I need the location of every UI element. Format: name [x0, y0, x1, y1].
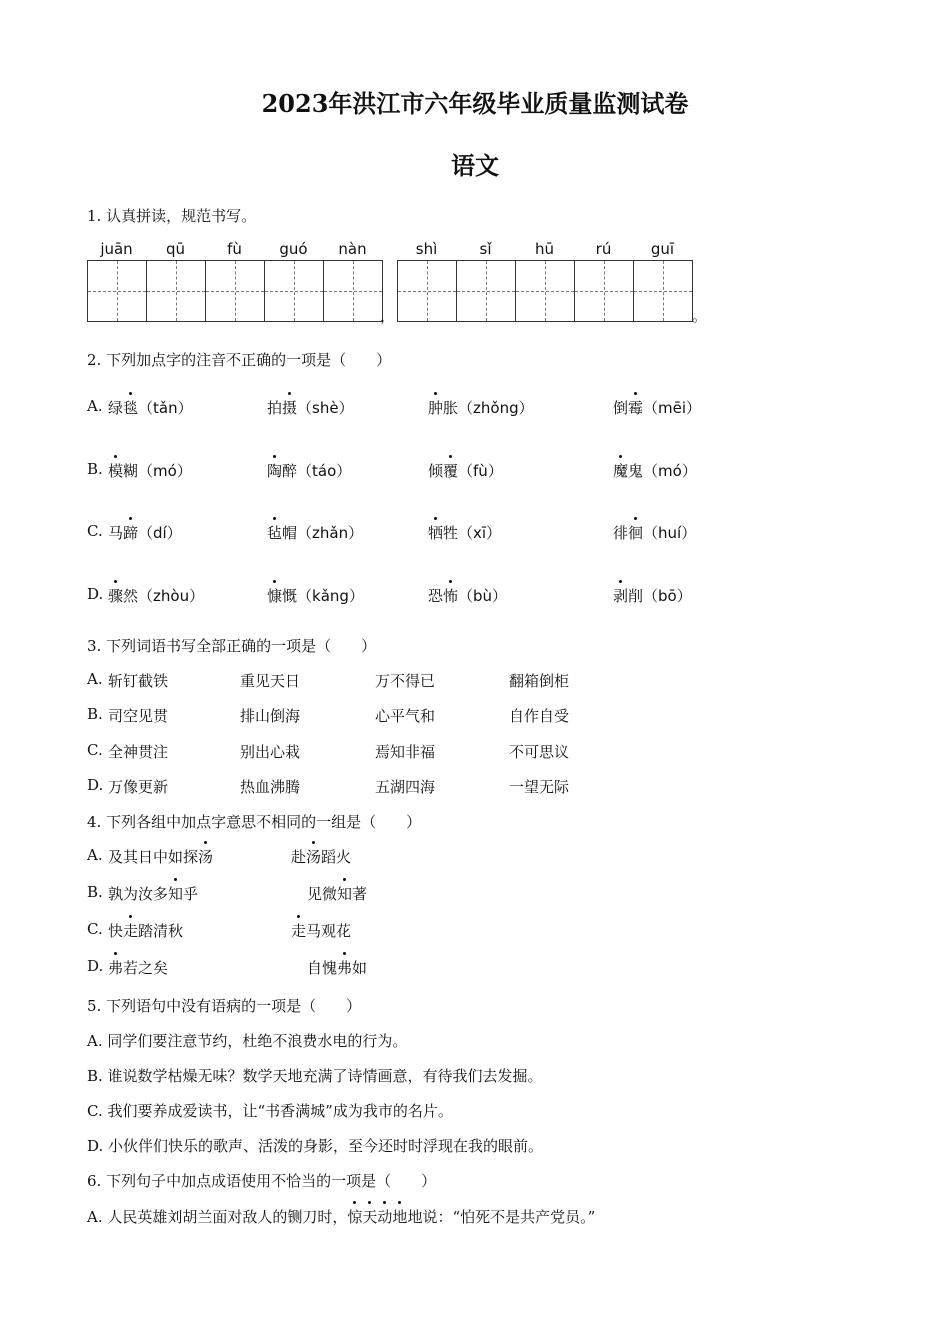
pinyin: shì: [415, 240, 438, 258]
pinyin-item: [267, 397, 354, 418]
tianzige-cell[interactable]: [206, 261, 265, 321]
option-label: C.: [87, 920, 103, 938]
question-3-stem: 3. 下列词语书写全部正确的一项是（ ）: [87, 637, 377, 655]
word-part: 慨: [282, 587, 298, 605]
word-part: 快: [108, 922, 124, 940]
tianzige-cell[interactable]: [457, 261, 516, 321]
word-part: 恐: [428, 587, 444, 605]
pinyin-item: [428, 460, 503, 481]
word-part: 若之矣: [123, 959, 169, 977]
option-label: B.: [87, 705, 103, 723]
question-5-stem: 5. 下列语句中没有语病的一项是（ ）: [87, 997, 362, 1015]
dotted-char: 摄: [282, 399, 298, 417]
pinyin: fù: [227, 240, 242, 258]
option-label: A.: [87, 670, 103, 688]
pinyin: juān: [100, 240, 133, 258]
dotted-char: 陶: [267, 462, 283, 480]
word-part: 自愧: [307, 959, 338, 977]
tianzige-cell[interactable]: [265, 261, 324, 321]
pinyin-item: [613, 460, 697, 481]
dotted-char: 走: [123, 922, 139, 940]
word-part: 见微: [307, 885, 338, 903]
idiom-word: 全神贯注: [108, 743, 169, 761]
idiom-word: 斩钉截铁: [108, 672, 169, 690]
pinyin-annotation: （zhòu）: [138, 587, 205, 605]
pinyin-annotation: （shè）: [297, 399, 354, 417]
word-part: 著: [352, 885, 368, 903]
pinyin-item: [108, 460, 192, 481]
word-part: 蹈火: [321, 848, 352, 866]
phrase-left: [108, 957, 168, 978]
option-label: C.: [87, 522, 103, 540]
pinyin: rú: [595, 240, 612, 258]
idiom-word: 一望无际: [509, 778, 570, 796]
dotted-char: 牺: [428, 524, 444, 542]
word-part: 帽: [282, 524, 298, 542]
word-part: 胀: [443, 399, 459, 417]
dotted-char: 怖: [443, 587, 459, 605]
dotted-char: 毡: [267, 524, 283, 542]
dotted-char: 动: [377, 1208, 393, 1226]
pinyin-item: [267, 460, 351, 481]
phrase-left: [108, 883, 198, 904]
tianzige-cell[interactable]: [398, 261, 457, 321]
option-text[interactable]: A. 同学们要注意节约，杜绝不浪费水电的行为。: [87, 1032, 408, 1050]
option-label: D.: [87, 585, 104, 603]
question-1-stem: 1. 认真拼读，规范书写。: [87, 207, 257, 225]
dotted-char: 徊: [628, 524, 644, 542]
dotted-char: 知: [168, 885, 184, 903]
dotted-char: 天: [362, 1208, 378, 1226]
phrase-right: [307, 883, 367, 904]
pinyin-item: [428, 397, 534, 418]
pinyin-annotation: （bō）: [643, 587, 692, 605]
pinyin: guī: [650, 240, 675, 258]
pinyin-item: [613, 585, 692, 606]
idiom-word: 热血沸腾: [240, 778, 301, 796]
word-part: 踏清秋: [138, 922, 184, 940]
option-label: B.: [87, 883, 103, 901]
pinyin-item: [428, 585, 507, 606]
option-text[interactable]: [87, 1206, 595, 1227]
pinyin-annotation: （zhǎn）: [297, 524, 364, 542]
word-part: 拍: [267, 399, 283, 417]
word-part: 倒: [613, 399, 629, 417]
pinyin-annotation: （kǎng）: [297, 587, 364, 605]
pinyin-annotation: （mó）: [643, 462, 697, 480]
pinyin-annotation: （mó）: [138, 462, 192, 480]
tianzige-cell[interactable]: [324, 261, 382, 321]
page-title: 2023年洪江市六年级毕业质量监测试卷: [261, 89, 689, 118]
dotted-char: 汤: [198, 848, 214, 866]
dotted-char: 知: [337, 885, 353, 903]
dotted-char: 地: [392, 1208, 408, 1226]
tianzige-cell[interactable]: [516, 261, 575, 321]
pinyin-item: [108, 397, 193, 418]
pinyin-annotation: （tǎn）: [138, 399, 193, 417]
dotted-char: 霉: [628, 399, 644, 417]
idiom-word: 万不得已: [375, 672, 436, 690]
option-text-post: 地说：“怕死不是共产党员。”: [407, 1208, 596, 1226]
writing-grid-left[interactable]: [87, 260, 383, 322]
pinyin-item: [108, 585, 204, 606]
phrase-left: [108, 920, 183, 941]
phrase-right: [291, 920, 351, 941]
dotted-char: 走: [291, 922, 307, 940]
option-label: D.: [87, 776, 104, 794]
word-part: 绿: [108, 399, 124, 417]
pinyin-annotation: （zhǒng）: [458, 399, 534, 417]
period-mark: 。: [692, 307, 708, 325]
option-label: D.: [87, 957, 104, 975]
dotted-char: 蹄: [123, 524, 139, 542]
option-label: A.: [87, 397, 103, 415]
phrase-right: [291, 846, 351, 867]
option-label: C.: [87, 741, 103, 759]
word-part: 倾: [428, 462, 444, 480]
pinyin: guó: [279, 240, 308, 258]
pinyin-item: [108, 522, 182, 543]
idiom-word: 不可思议: [509, 743, 570, 761]
pinyin-item: [267, 585, 364, 606]
pinyin-annotation: （dí）: [138, 524, 182, 542]
dotted-char: 骤: [108, 587, 124, 605]
pinyin-item: [613, 397, 701, 418]
pinyin-annotation: （bù）: [458, 587, 508, 605]
pinyin: nàn: [338, 240, 367, 258]
dotted-char: 惊: [347, 1208, 363, 1226]
word-part: 徘: [613, 524, 629, 542]
word-part: 赴: [291, 848, 307, 866]
word-part: 鬼: [628, 462, 644, 480]
pinyin-item: [428, 522, 501, 543]
dotted-char: 毯: [123, 399, 139, 417]
phrase-right: [307, 957, 367, 978]
pinyin: qū: [165, 240, 186, 258]
pinyin-annotation: （táo）: [297, 462, 352, 480]
dotted-char: 魔: [613, 462, 629, 480]
dotted-char: 模: [108, 462, 124, 480]
subject-title: 语文: [451, 151, 499, 180]
idiom-word: 别出心栽: [240, 743, 301, 761]
idiom-word: 心平气和: [375, 707, 436, 725]
pinyin-annotation: （mēi）: [643, 399, 702, 417]
pinyin-item: [267, 522, 363, 543]
dotted-char: 弗: [337, 959, 353, 977]
option-text[interactable]: D. 小伙伴们快乐的歌声、活泼的身影，至今还时时浮现在我的眼前。: [87, 1137, 544, 1155]
pinyin: hū: [534, 240, 554, 258]
idiom-word: 重见天日: [240, 672, 301, 690]
word-part: 如: [352, 959, 368, 977]
word-part: 马: [108, 524, 124, 542]
tianzige-cell[interactable]: [634, 261, 692, 321]
word-part: 牲: [443, 524, 459, 542]
option-text[interactable]: C. 我们要养成爱读书，让“书香满城”成为我市的名片。: [87, 1102, 453, 1120]
idiom-word: 万像更新: [108, 778, 169, 796]
dotted-char: 剥: [613, 587, 629, 605]
option-text-pre: A. 人民英雄刘胡兰面对敌人的铡刀时，: [87, 1208, 348, 1226]
dotted-char: 慷: [267, 587, 283, 605]
pinyin: sǐ: [479, 240, 492, 258]
question-2-stem: 2. 下列加点字的注音不正确的一项是（ ）: [87, 351, 392, 369]
idiom-word: 焉知非福: [375, 743, 436, 761]
word-part: 糊: [123, 462, 139, 480]
pinyin-item: [613, 522, 696, 543]
idiom-word: 自作自受: [509, 707, 570, 725]
option-text[interactable]: B. 谁说数学枯燥无味？数学天地充满了诗情画意，有待我们去发掘。: [87, 1067, 543, 1085]
dotted-char: 弗: [108, 959, 124, 977]
pinyin-annotation: （xī）: [458, 524, 502, 542]
idiom-word: 五湖四海: [375, 778, 436, 796]
option-label: A.: [87, 846, 103, 864]
dotted-char: 汤: [306, 848, 322, 866]
pinyin-annotation: （huí）: [643, 524, 697, 542]
phrase-left: [108, 846, 213, 867]
word-part: 醉: [282, 462, 298, 480]
tianzige-cell[interactable]: [147, 261, 206, 321]
tianzige-cell[interactable]: [88, 261, 147, 321]
option-label: B.: [87, 460, 103, 478]
word-part: 马观花: [306, 922, 352, 940]
word-part: 孰为汝多: [108, 885, 169, 903]
idiom-word: 司空见贯: [108, 707, 169, 725]
tianzige-cell[interactable]: [575, 261, 634, 321]
dotted-char: 肿: [428, 399, 444, 417]
question-4-stem: 4. 下列各组中加点字意思不相同的一组是（ ）: [87, 813, 422, 831]
word-part: 削: [628, 587, 644, 605]
word-part: 乎: [183, 885, 199, 903]
writing-grid-right[interactable]: [397, 260, 693, 322]
idiom-word: 翻箱倒柜: [509, 672, 570, 690]
pinyin-annotation: （fù）: [458, 462, 503, 480]
word-part: 及其日中如探: [108, 848, 199, 866]
dotted-char: 覆: [443, 462, 459, 480]
question-6-stem: 6. 下列句子中加点成语使用不恰当的一项是（ ）: [87, 1172, 437, 1190]
comma-mark: ，: [380, 307, 396, 325]
idiom-word: 排山倒海: [240, 707, 301, 725]
word-part: 然: [123, 587, 139, 605]
